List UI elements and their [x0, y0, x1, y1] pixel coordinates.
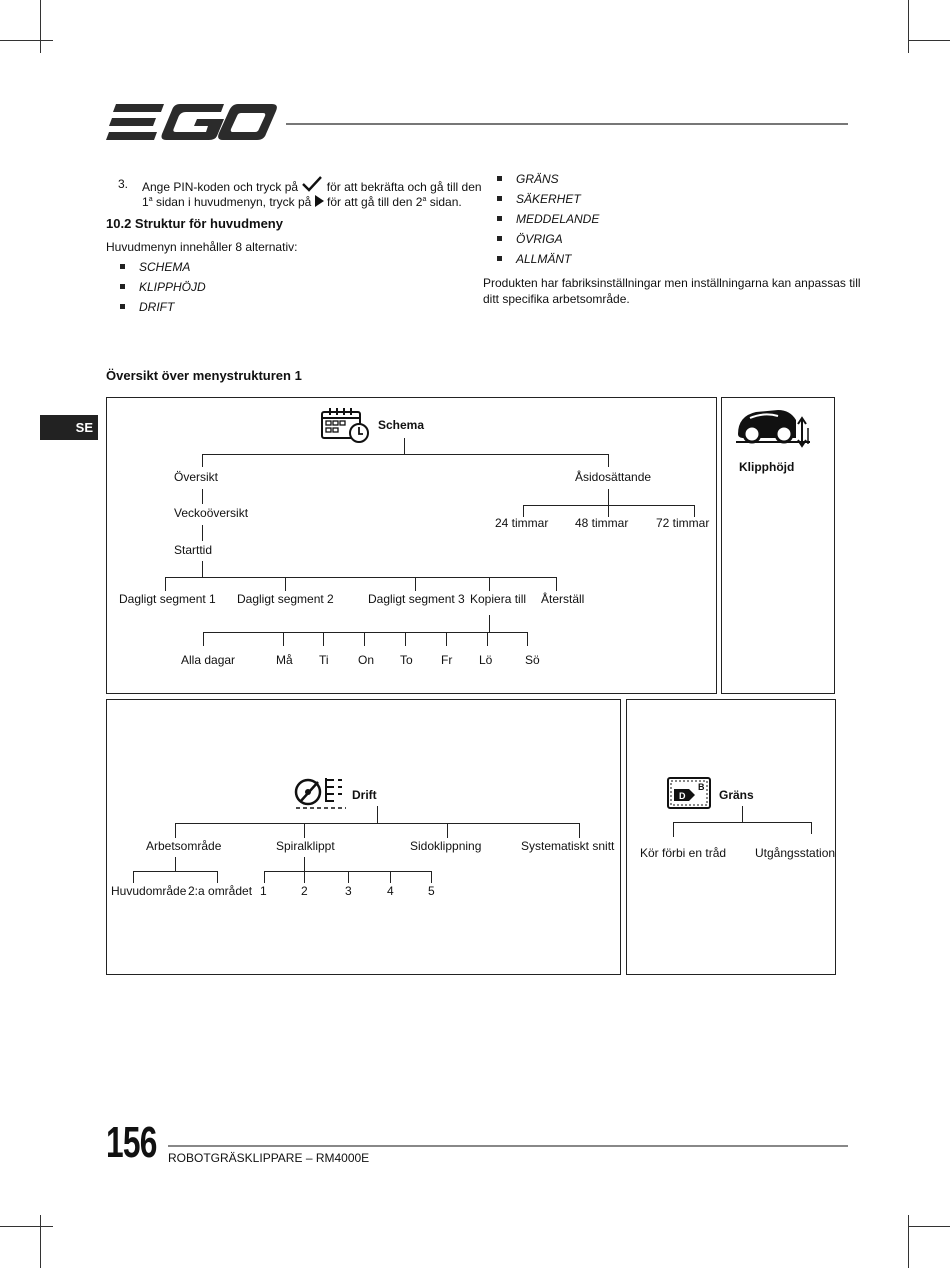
list-item: KLIPPHÖJD	[120, 277, 206, 297]
override-option: 72 timmar	[656, 516, 710, 530]
segment-label: Dagligt segment 1	[119, 592, 216, 606]
connector	[673, 822, 674, 837]
drift-title: Drift	[352, 788, 377, 802]
grans-title: Gräns	[719, 788, 754, 802]
overview-title: Översikt över menystrukturen 1	[106, 368, 302, 383]
step-text: för att bekräfta och gå till den	[326, 180, 482, 194]
section-heading: 10.2 Struktur för huvudmeny	[106, 216, 283, 231]
crop-mark	[0, 40, 53, 41]
day-label: Alla dagar	[181, 653, 236, 667]
crop-mark	[40, 0, 41, 53]
connector	[415, 577, 416, 591]
step-text: Ange PIN-koden och tryck på	[142, 180, 299, 194]
connector	[489, 615, 490, 632]
step-text: sidan i huvudmenyn, tryck på	[155, 195, 312, 209]
area-label: 2:a området	[188, 884, 253, 898]
connector	[175, 823, 176, 838]
connector	[811, 822, 812, 834]
header-rule	[286, 123, 848, 125]
ego-logo	[106, 102, 278, 144]
connector	[608, 454, 609, 467]
connector	[165, 577, 557, 578]
connector	[377, 806, 378, 823]
language-tab: SE	[40, 415, 98, 440]
override-option: 24 timmar	[495, 516, 549, 530]
step-text: sidan.	[429, 195, 462, 209]
connector	[304, 823, 305, 838]
step-3-line2	[142, 192, 462, 210]
connector	[133, 871, 218, 872]
grans-option: Utgångsstation	[755, 846, 836, 860]
connector	[203, 632, 204, 646]
starttid-label: Starttid	[174, 543, 213, 557]
connector	[133, 871, 134, 883]
footer-rule	[168, 1145, 848, 1147]
connector	[203, 632, 528, 633]
connector	[175, 857, 176, 871]
connector	[175, 823, 580, 824]
day-label: On	[358, 653, 375, 667]
spiral-level: 2	[301, 884, 308, 898]
day-label: Lö	[479, 653, 493, 667]
spiral-level: 4	[387, 884, 394, 898]
connector	[285, 577, 286, 591]
list-item: MEDDELANDE	[497, 209, 599, 229]
grans-box	[626, 699, 836, 975]
area-label: Huvudområde	[111, 884, 187, 898]
connector	[742, 806, 743, 823]
calendar-clock-icon	[321, 407, 371, 443]
footer-product: ROBOTGRÄSKLIPPARE – RM4000E	[168, 1151, 370, 1165]
play-arrow-icon	[315, 195, 324, 207]
step-3	[118, 176, 128, 192]
mower-height-icon	[734, 404, 814, 448]
spiral-cut-icon	[294, 776, 348, 810]
list-item: GRÄNS	[497, 169, 599, 189]
connector	[202, 454, 203, 467]
station-letter: B	[698, 782, 705, 792]
superscript: a	[422, 196, 427, 203]
connector	[202, 561, 203, 577]
connector	[304, 871, 305, 883]
override-option: 48 timmar	[575, 516, 629, 530]
page-number: 156	[106, 1118, 157, 1167]
crop-mark	[40, 1215, 41, 1268]
connector	[348, 871, 349, 883]
schema-title: Schema	[378, 418, 425, 432]
segment-label: Återställ	[541, 592, 585, 606]
day-label: Ti	[319, 653, 329, 667]
connector	[202, 525, 203, 541]
spiral-level: 3	[345, 884, 352, 898]
connector	[489, 577, 490, 591]
list-item: SCHEMA	[120, 257, 206, 277]
connector	[523, 505, 695, 506]
day-label: Fr	[441, 653, 453, 667]
day-label: Må	[276, 653, 293, 667]
menu-list-left	[120, 257, 206, 317]
drift-branch-label: Arbetsområde	[146, 839, 222, 853]
connector	[447, 823, 448, 838]
spiral-level: 1	[260, 884, 267, 898]
drift-box	[106, 699, 621, 975]
segment-label: Kopiera till	[470, 592, 527, 606]
connector	[202, 454, 609, 455]
oversikt-label: Översikt	[174, 470, 219, 484]
paragraph-line: ditt specifika arbetsområde.	[483, 292, 630, 306]
paragraph-line: Produkten har fabriksinställningar men inställningarna kan anpassas till	[483, 276, 861, 290]
intro-text: Huvudmenyn innehåller 8 alternativ:	[106, 240, 298, 254]
step-text: för att gå till den 2	[327, 195, 423, 209]
connector	[405, 632, 406, 646]
connector	[608, 489, 609, 505]
connector	[579, 823, 580, 838]
connector	[264, 871, 265, 883]
spiral-level: 5	[428, 884, 435, 898]
connector	[217, 871, 218, 883]
crop-mark	[908, 1226, 950, 1227]
step-text: 1	[142, 195, 149, 209]
segment-label: Dagligt segment 2	[237, 592, 334, 606]
day-label: To	[400, 653, 413, 667]
defaults-paragraph	[483, 275, 861, 307]
connector	[446, 632, 447, 646]
menu-list-right	[497, 169, 599, 269]
connector	[165, 577, 166, 591]
step-number: 3.	[118, 177, 129, 191]
list-item: ÖVRIGA	[497, 229, 599, 249]
connector	[404, 438, 405, 455]
drift-branch-label: Spiralklippt	[276, 839, 335, 853]
superscript: a	[148, 196, 153, 203]
connector	[673, 822, 812, 823]
segment-label: Dagligt segment 3	[368, 592, 465, 606]
list-item: DRIFT	[120, 297, 206, 317]
grans-option: Kör förbi en tråd	[640, 846, 727, 860]
drift-branch-label: Systematiskt snitt	[521, 839, 615, 853]
asidosattande-label: Åsidosättande	[575, 470, 652, 484]
crop-mark	[908, 40, 950, 41]
list-item: SÄKERHET	[497, 189, 599, 209]
klipphojd-title: Klipphöjd	[739, 460, 795, 474]
veckooversikt-label: Veckoöversikt	[174, 506, 249, 520]
svg-text:D: D	[679, 791, 686, 801]
connector	[527, 632, 528, 646]
crop-mark	[908, 0, 909, 53]
crop-mark	[0, 1226, 53, 1227]
connector	[487, 632, 488, 646]
checkmark-icon	[301, 176, 323, 190]
crop-mark	[908, 1215, 909, 1268]
connector	[390, 871, 391, 883]
drift-branch-label: Sidoklippning	[410, 839, 482, 853]
connector	[431, 871, 432, 883]
connector	[364, 632, 365, 646]
day-label: Sö	[525, 653, 540, 667]
list-item: ALLMÄNT	[497, 249, 599, 269]
connector	[283, 632, 284, 646]
connector	[323, 632, 324, 646]
boundary-station-icon	[667, 777, 711, 809]
connector	[556, 577, 557, 591]
connector	[202, 489, 203, 504]
connector	[304, 857, 305, 871]
